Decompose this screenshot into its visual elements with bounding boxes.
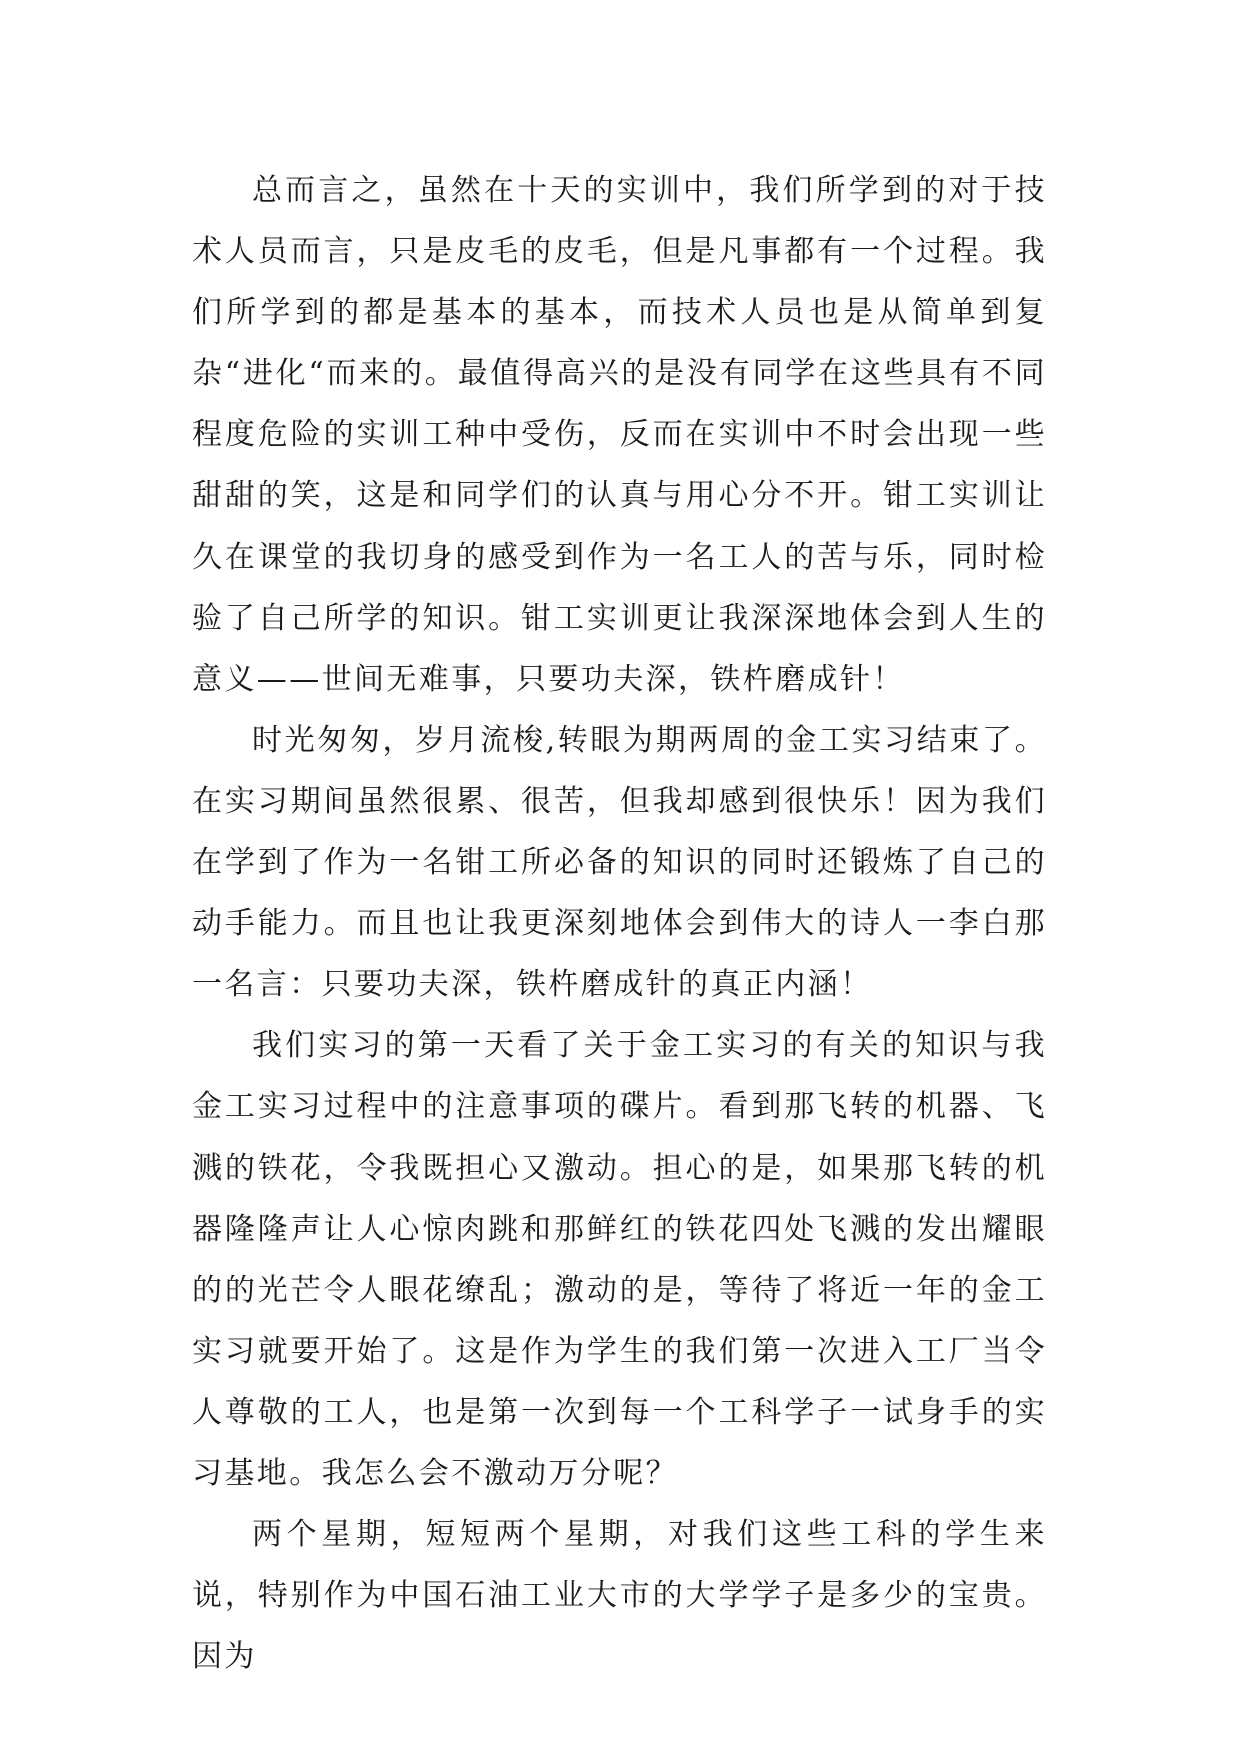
paragraph-first-day: 我们实习的第一天看了关于金工实习的有关的知识与我金工实习过程中的注意事项的碟片。看到那飞转的机器、飞溅的铁花，令我既担心又激动。担心的是，如果那飞转的机器隆隆声让人心惊肉跳和那鲜红的铁花四处飞溅的发出耀眼的的光芒令人眼花缭乱；激动的是，等待了将近一年的金工实习就要开始了。这是作为学生的我们第一次进入工厂当令人尊敬的工人，也是第一次到每一个工科学子一试身手的实习基地。我怎么会不激动万分呢？ [192, 1028, 1047, 1491]
paragraph-summary: 总而言之，虽然在十天的实训中，我们所学到的对于技术人员而言，只是皮毛的皮毛，但是凡事都有一个过程。我们所学到的都是基本的基本，而技术人员也是从简单到复杂“进化“而来的。最值得高兴的是没有同学在这些具有不同程度危险的实训工种中受伤，反而在实训中不时会出现一些甜甜的笑，这是和同学们的认真与用心分不开。钳工实训让久在课堂的我切身的感受到作为一名工人的苦与乐，同时检验了自己所学的知识。钳工实训更让我深深地体会到人生的意义——世间无难事，只要功夫深，铁杵磨成针！ [192, 173, 1047, 697]
document-body [192, 160, 1047, 1687]
paragraph-time-flies: 时光匆匆，岁月流梭,转眼为期两周的金工实习结束了。在实习期间虽然很累、很苦，但我却感到很快乐！因为我们在学到了作为一名钳工所必备的知识的同时还锻炼了自己的动手能力。而且也让我更深刻地体会到伟大的诗人一李白那一名言：只要功夫深，铁杵磨成针的真正内涵！ [192, 722, 1047, 1003]
paragraph-two-weeks: 两个星期，短短两个星期，对我们这些工科的学生来说，特别作为中国石油工业大市的大学学子是多少的宝贵。因为 [192, 1517, 1047, 1675]
